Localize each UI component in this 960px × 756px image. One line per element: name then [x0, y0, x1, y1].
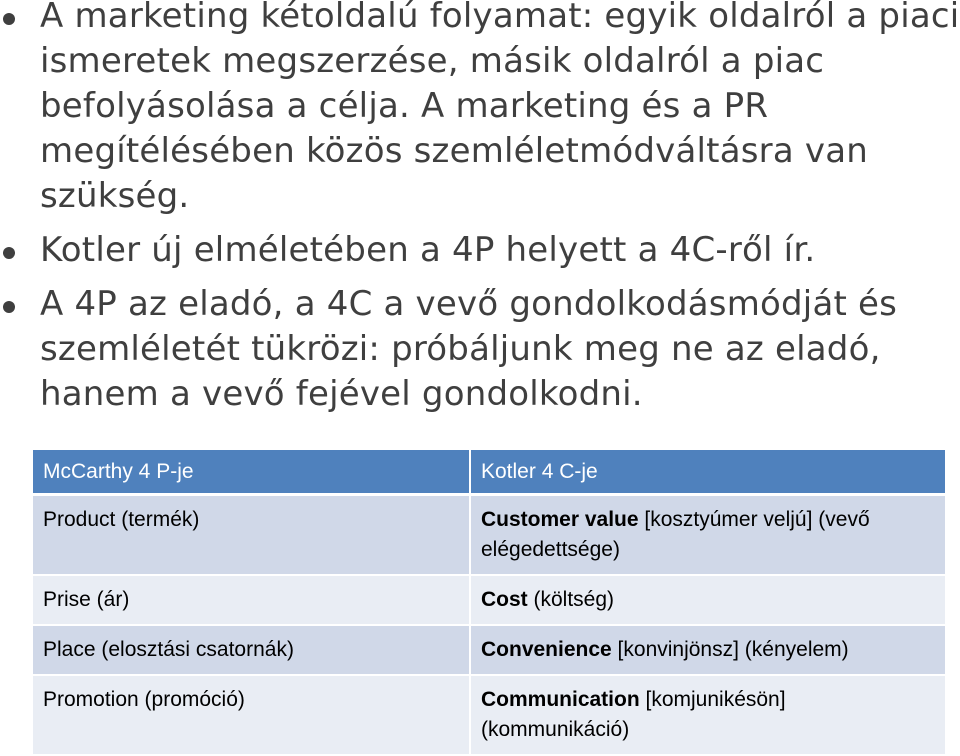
table-row — [33, 675, 945, 755]
bullet-dot-icon — [3, 301, 15, 313]
term-bold: Cost — [481, 588, 528, 611]
term-bold: Convenience — [481, 638, 612, 661]
table-row — [33, 625, 945, 675]
column-header-4c: Kotler 4 C-je — [470, 450, 945, 495]
bullet-text: A 4P az eladó, a 4C a vevő gondolkodásmódját és szemléletét tükrözi: próbáljunk meg ne az eladó, hanem a vevő fejével gondolkodni. — [40, 284, 898, 414]
bullet-text: A marketing kétoldalú folyamat: egyik oldalról a piaci ismeretek megszerzése, másik oldalról a piac befolyásolása a célja. A marketing és a PR megítélésében közös szemléletmódváltásra van szükség. — [40, 0, 960, 216]
table-cell-p: Prise (ár) — [33, 575, 470, 625]
table-row — [33, 575, 945, 625]
term-description: (költség) — [527, 588, 615, 611]
column-header-4p: McCarthy 4 P-je — [33, 450, 470, 495]
term-description: [komjunikésön] (kommunikáció) — [481, 688, 786, 741]
table-header-row — [33, 450, 945, 495]
table-row — [33, 495, 945, 576]
bullet-item — [0, 282, 960, 417]
bullet-item — [0, 228, 960, 273]
term-description: [kosztyúmer veljú] (vevő elégedettsége) — [481, 508, 870, 561]
bullet-dot-icon — [3, 247, 15, 259]
table-cell-p: Product (termék) — [33, 495, 470, 576]
term-bold: Communication — [481, 688, 640, 711]
term-bold: Customer value — [481, 508, 639, 531]
bullet-text: Kotler új elméletében a 4P helyett a 4C-ről ír. — [40, 230, 816, 270]
term-description: [konvinjönsz] (kényelem) — [611, 638, 849, 661]
table-cell-p: Promotion (promóció) — [33, 675, 470, 755]
table-cell-c — [470, 495, 945, 576]
table-cell-p: Place (elosztási csatornák) — [33, 625, 470, 675]
table-cell-c — [470, 675, 945, 755]
bullet-dot-icon — [3, 13, 15, 25]
comparison-table — [33, 450, 945, 756]
table-cell-c — [470, 625, 945, 675]
bullet-item — [0, 0, 960, 219]
table-cell-c — [470, 575, 945, 625]
